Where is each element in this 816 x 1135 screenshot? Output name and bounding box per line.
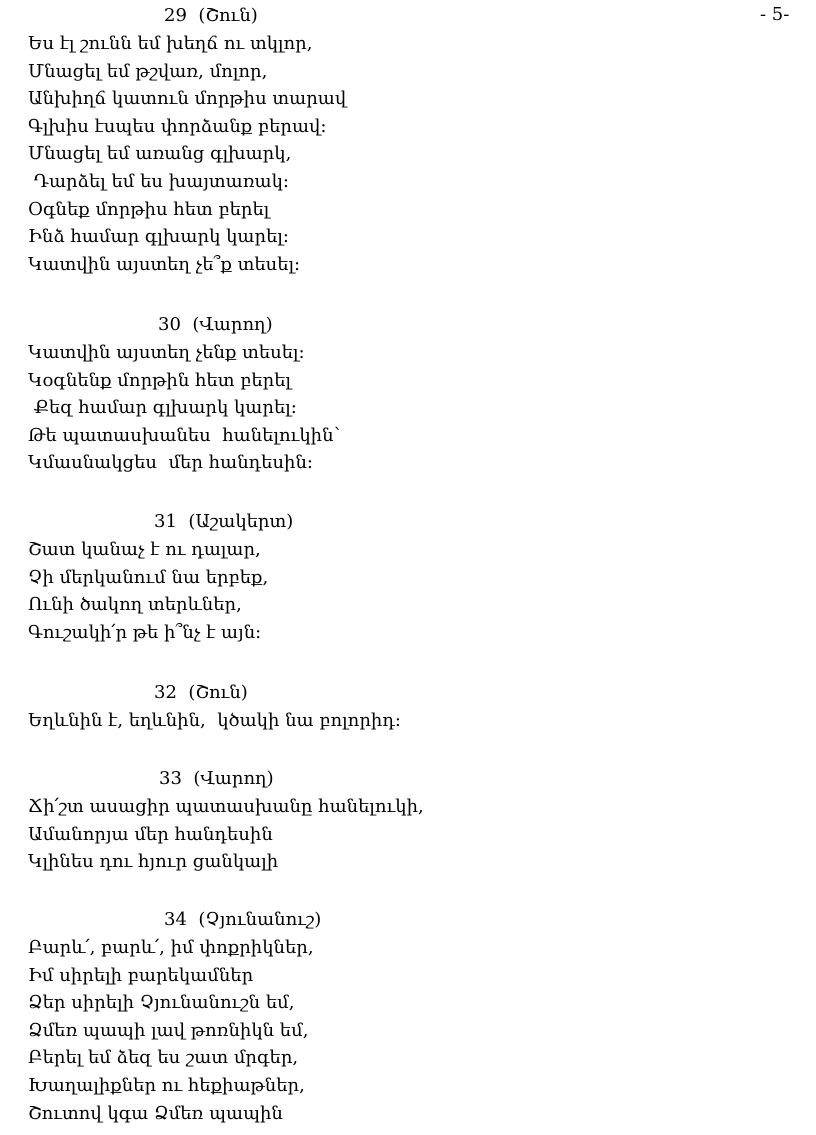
verse-line: Ձեր սիրելի Չյունանուշն եմ, (28, 992, 295, 1014)
stanza-header: 33 (Վարող) (159, 768, 274, 789)
page-number: - 5- (760, 4, 790, 25)
verse-line: Ամանորյա մեր հանդեսին (28, 823, 273, 845)
stanza-header: 31 (Աշակերտ) (154, 511, 294, 532)
verse-line: Ինձ համար գլխարկ կարել: (28, 226, 289, 248)
verse-line: Թե պատասխանես հանելուկին` (28, 424, 343, 446)
verse-line: Քեզ համար գլխարկ կարել: (28, 397, 297, 419)
stanza-30 (28, 311, 788, 477)
verse-line: Խաղալիքներ ու հեքիաթներ, (28, 1074, 305, 1096)
stanza-33 (28, 765, 788, 876)
verse-line: Ունի ծակող տերևներ, (28, 594, 242, 616)
stanza-header: 32 (Շուն) (154, 682, 248, 703)
verse-line: Ես էլ շունն եմ խեղճ ու տկլոր, (28, 33, 313, 54)
verse-line: Բարև՛, բարև՛, իմ փոքրիկներ, (28, 937, 314, 958)
verse-line: Կլինես դու հյուր ցանկալի (28, 851, 279, 873)
verse-line: Եղևնին է, եղևնին, կծակի նա բոլորիդ: (28, 710, 401, 731)
verse-line: Մնացել եմ թշվառ, մոլոր, (28, 60, 268, 82)
stanza-header: 34 (Չյունանուշ) (164, 909, 322, 930)
verse-line: Ձմեռ պապի լավ թոռնիկն եմ, (28, 1019, 309, 1041)
verse-line: Իմ սիրելի բարեկամներ (28, 964, 254, 986)
verse-line: Դարձել եմ ես խայտառակ: (28, 170, 289, 192)
verse-line: Կատվին այստեղ չենք տեսել: (28, 342, 305, 363)
verse-line: Մնացել եմ առանց գլխարկ, (28, 143, 292, 165)
stanza-34 (28, 906, 788, 1127)
verse-line: Շուտով կգա Ձմեռ պապին (28, 1102, 283, 1124)
stanza-header: 29 (Շուն) (164, 5, 258, 26)
verse-line: Ճի՛շտ ասացիր պատասխանը հանելուկի, (28, 796, 424, 817)
verse-line: Շատ կանաչ է ու դալար, (28, 539, 261, 560)
verse-line: Օգնեք մորթիս հետ բերել (28, 198, 270, 220)
stanza-29 (28, 2, 788, 278)
verse-line: Կմասնակցես մեր հանդեսին: (28, 452, 313, 474)
verse-line: Չի մերկանում նա երբեք, (28, 566, 269, 588)
verse-line: Բերել եմ ձեզ ես շատ մրգեր, (28, 1047, 299, 1069)
stanza-32 (28, 679, 788, 735)
verse-line: Կօգնենք մորթին հետ բերել (28, 369, 291, 391)
verse-line: Անխիղճ կատուն մորթիս տարավ (28, 88, 347, 110)
verse-line: Գլխիս էսպես փորձանք բերավ: (28, 115, 327, 137)
stanza-31 (28, 508, 788, 646)
verse-line: Կատվին այստեղ չե՞ք տեսել: (28, 253, 301, 275)
verse-line: Գուշակի՛ր թե ի՞նչ է այն: (28, 621, 262, 643)
stanza-header: 30 (Վարող) (158, 314, 273, 335)
